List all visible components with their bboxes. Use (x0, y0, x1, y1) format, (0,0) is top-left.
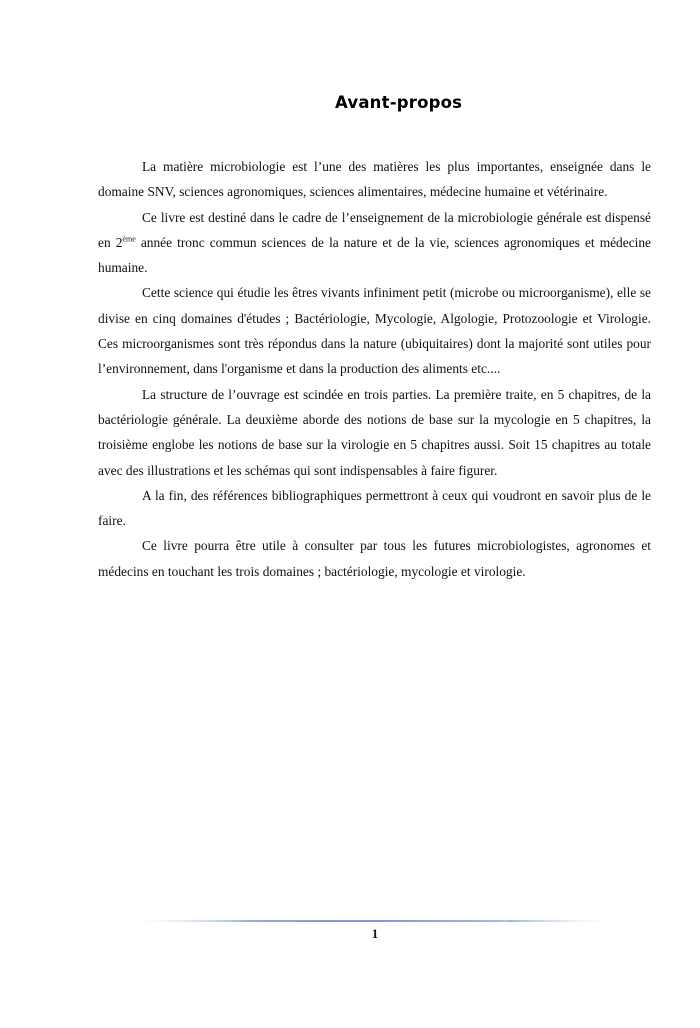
page-title: Avant-propos (335, 93, 463, 112)
foreword-body (98, 154, 651, 584)
paragraph: A la fin, des références bibliographiques permettront à ceux qui voudront en savoir plus de le faire. (98, 487, 651, 529)
superscript: ème (122, 234, 136, 244)
page-number: 1 (371, 926, 379, 941)
paragraph: La matière microbiologie est l’une des matières les plus importantes, enseignée dans le domaine SNV, sciences agronomiques, sciences alimentaires, médecine humaine et vétérinaire. (98, 159, 651, 200)
paragraph: La structure de l’ouvrage est scindée en trois parties. La première traite, en 5 chapitres, de la bactériologie générale. La deuxième aborde des notions de base sur la mycologie en 5 chapitres, la troisième englobe les notions de base sur la virologie en 5 chapitres aussi. Soit 15 chapitres au totale avec des illustrations et les schémas qui sont indispensables à faire figurer. (98, 386, 651, 478)
footer-divider (128, 919, 620, 923)
paragraph-text: année tronc commun sciences de la nature et de la vie, sciences agronomiques et médecine humaine. (98, 234, 652, 276)
paragraph-text: Ce livre est destiné dans le cadre de l’enseignement de la microbiologie générale est dispensé en 2 (98, 209, 651, 250)
paragraph: Ce livre pourra être utile à consulter par tous les futures microbiologistes, agronomes et médecins en touchant les trois domaines ; bactériologie, mycologie et virologie. (98, 538, 651, 579)
paragraph: Cette science qui étudie les êtres vivants infiniment petit (microbe ou microorganisme), elle se divise en cinq domaines d'études ; Bactériologie, Mycologie, Algologie, Protozoologie et Virologie. Ces microorganismes sont très répondus dans la nature (ubiquitaires) dont la majorité sont utiles pour l’environnement, dans l'organisme et dans la production des aliments etc.... (98, 285, 651, 377)
paragraph (98, 205, 651, 281)
